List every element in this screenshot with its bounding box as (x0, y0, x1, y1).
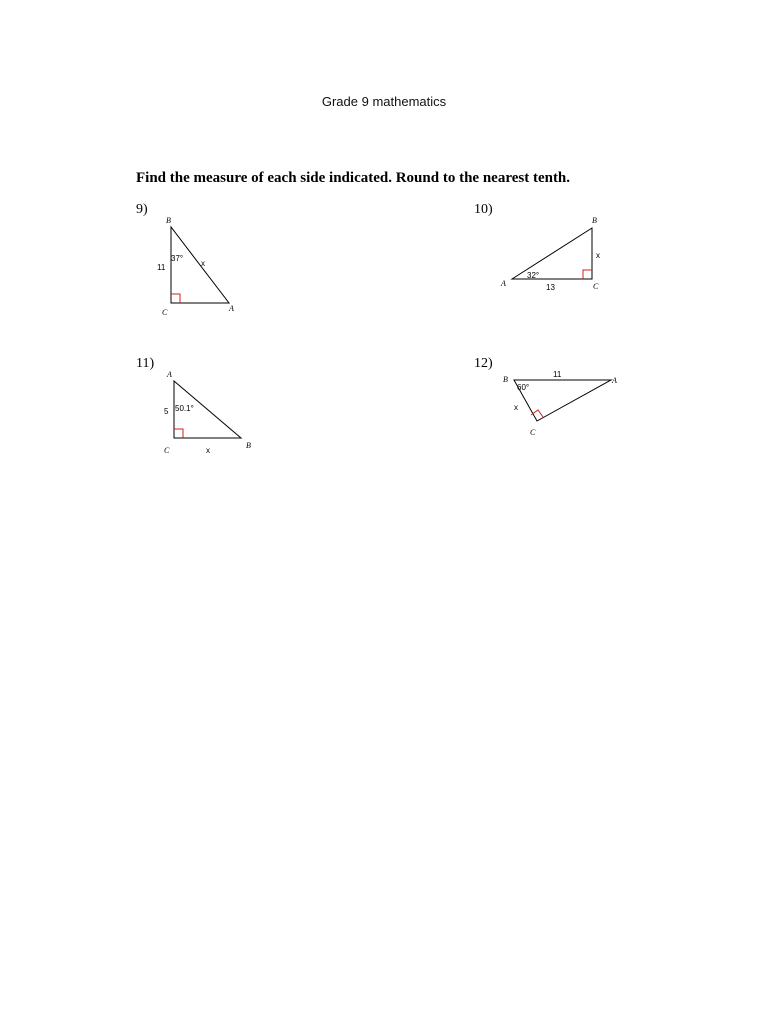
triangle-figure-9 (150, 212, 250, 322)
right-angle-marker-9 (171, 294, 180, 303)
angle-label: 37° (171, 254, 184, 263)
triangle-figure-10 (495, 212, 615, 302)
vertex-label-b: B (246, 441, 251, 450)
right-angle-marker-11 (174, 429, 183, 438)
side-label-x: x (514, 403, 518, 412)
vertex-label-c: C (162, 308, 168, 317)
side-label-given: 11 (157, 263, 166, 272)
instructions: Find the measure of each side indicated. Round to the nearest tenth. (136, 170, 571, 186)
triangle-figure-11 (150, 364, 270, 464)
angle-label: 60° (517, 383, 530, 392)
angle-label: 32° (527, 271, 540, 280)
angle-label: 50.1° (175, 404, 194, 413)
right-angle-marker-12 (531, 410, 543, 417)
vertex-label-a: A (229, 304, 234, 313)
problem-number-10: 10) (474, 202, 493, 217)
triangle-9 (171, 227, 229, 303)
problem-number-12: 12) (474, 356, 493, 371)
vertex-label-b: B (166, 216, 171, 225)
side-label-x: x (206, 446, 210, 455)
vertex-label-b: B (592, 216, 597, 225)
vertex-label-c: C (530, 428, 536, 437)
problem-number-11: 11) (136, 356, 155, 371)
vertex-label-c: C (164, 446, 170, 455)
side-label-given: 5 (164, 407, 169, 416)
side-label-given: 11 (553, 370, 562, 379)
vertex-label-c: C (593, 282, 599, 291)
triangle-figure-12 (495, 364, 625, 454)
problem-number-9: 9) (136, 202, 148, 217)
page-title: Grade 9 mathematics (321, 94, 447, 109)
side-label-x: x (596, 251, 600, 260)
vertex-label-a: A (612, 376, 617, 385)
vertex-label-a: A (167, 370, 172, 379)
right-angle-marker-10 (583, 270, 592, 279)
vertex-label-b: B (503, 375, 508, 384)
side-label-given: 13 (546, 283, 555, 292)
vertex-label-a: A (501, 279, 506, 288)
side-label-x: x (201, 259, 205, 268)
triangle-10 (512, 228, 592, 279)
